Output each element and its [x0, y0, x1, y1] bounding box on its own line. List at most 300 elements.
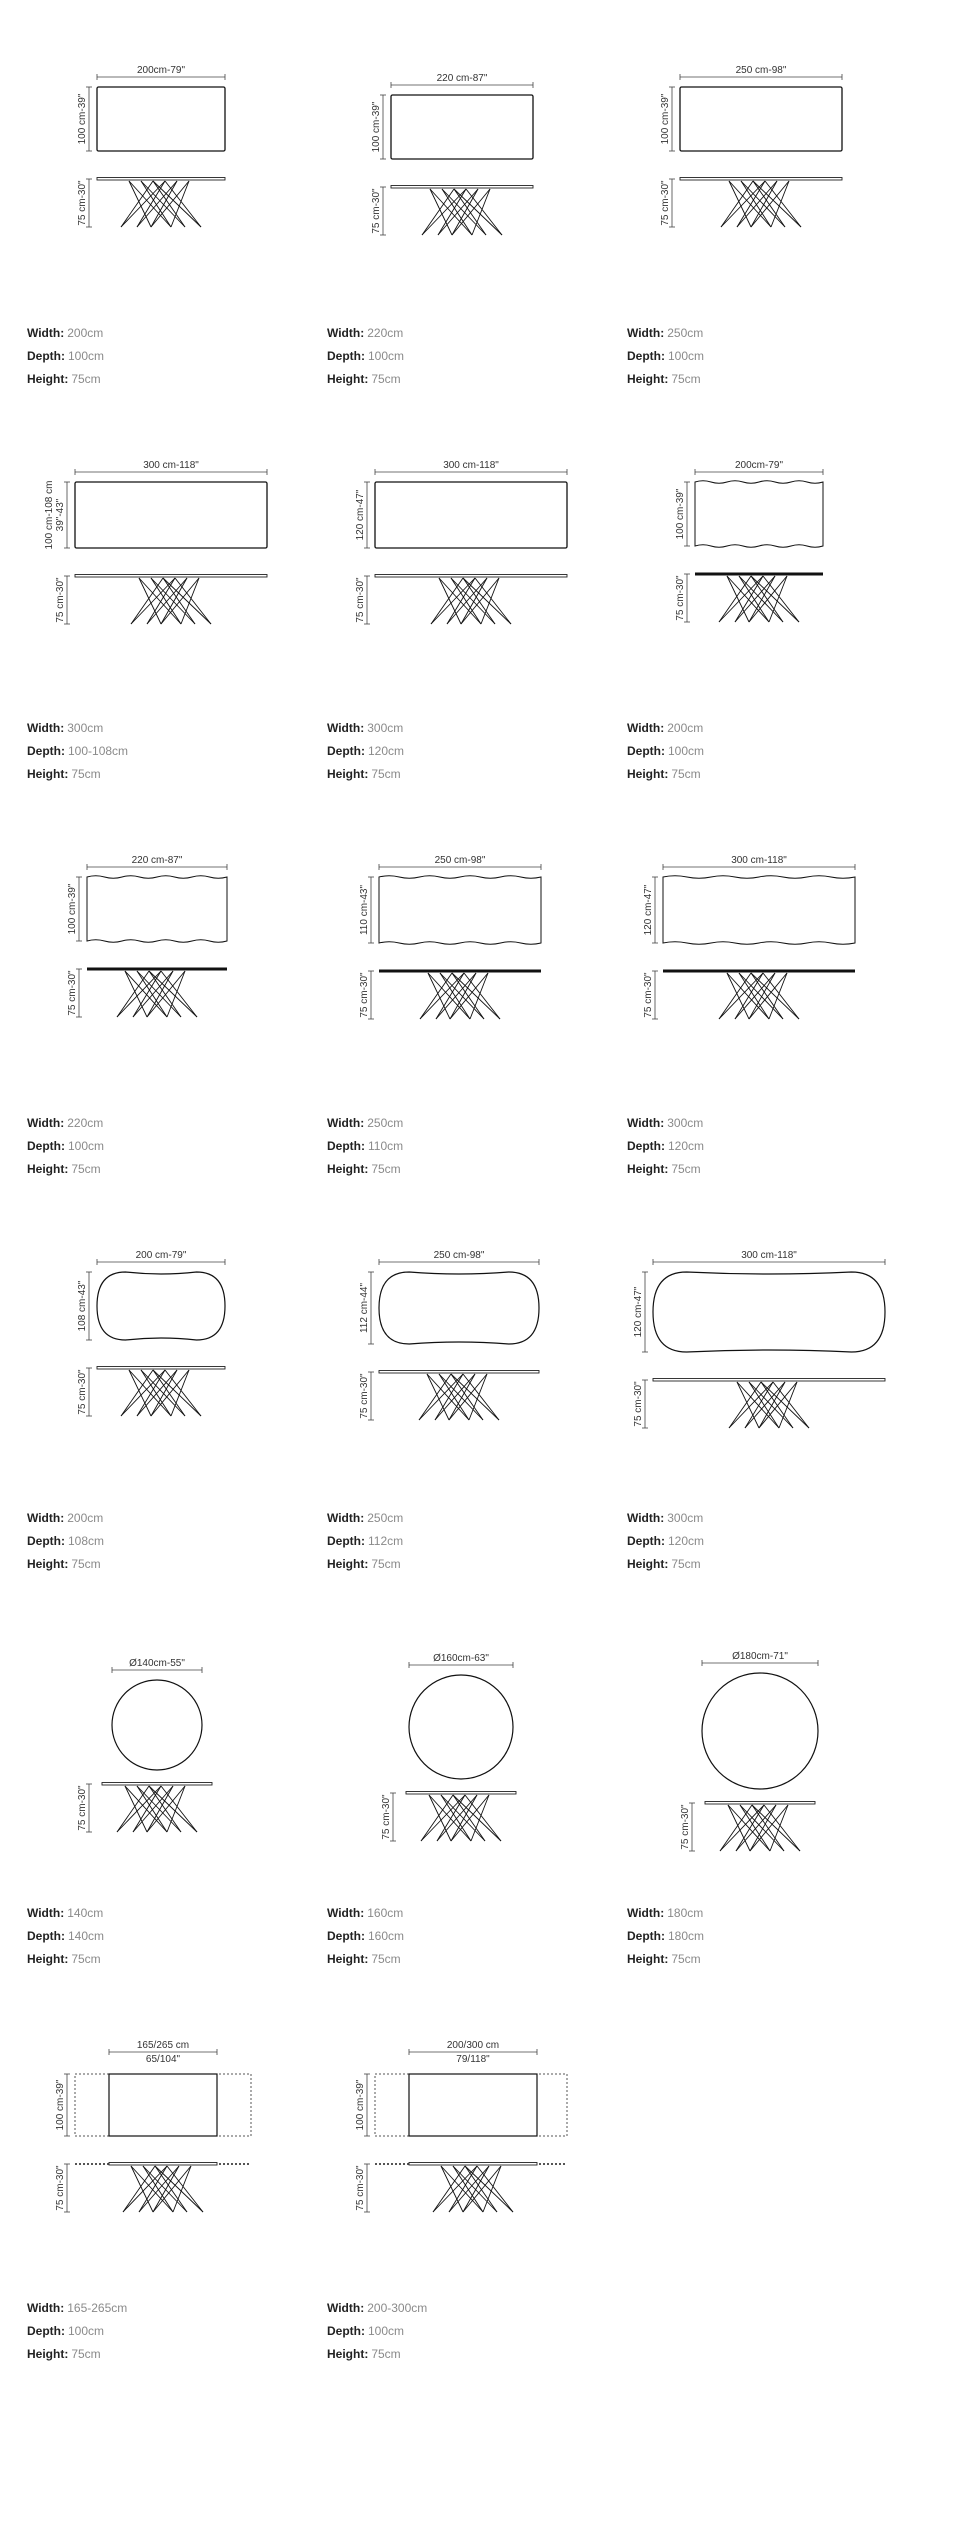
depth-dimension-label: 120 cm-47"	[633, 1286, 644, 1338]
spec-depth	[327, 345, 627, 368]
spec-width-value: 200cm	[67, 1511, 104, 1525]
table-base-side-view	[653, 1379, 885, 1429]
spec-width	[327, 1507, 627, 1530]
product-specs	[627, 1507, 927, 1576]
table-dimension-drawing	[627, 450, 927, 670]
spec-height	[627, 1948, 927, 1971]
spec-height	[327, 1948, 627, 1971]
spec-depth-value: 100cm	[668, 349, 705, 363]
spec-depth-value: 120cm	[368, 744, 405, 758]
spec-depth	[627, 1925, 927, 1948]
spec-height-label: Height:	[27, 1952, 69, 1966]
spec-height-label: Height:	[627, 1952, 669, 1966]
product-card-4	[27, 450, 327, 850]
product-specs	[327, 1507, 627, 1576]
width-dimension-label: 165/265 cm	[136, 2040, 190, 2051]
depth-dimension	[633, 1272, 648, 1352]
spec-depth	[327, 2320, 627, 2343]
wavy-edge-tabletop-plan	[379, 876, 541, 945]
spec-width	[627, 1507, 927, 1530]
product-card-11	[327, 1240, 627, 1640]
width-dimension	[663, 855, 855, 870]
spec-width	[27, 322, 327, 345]
spec-height-label: Height:	[627, 1557, 669, 1571]
depth-dimension	[355, 482, 370, 548]
table-base-side-view	[375, 575, 567, 625]
height-dimension	[675, 574, 690, 622]
height-dimension-label: 75 cm-30"	[77, 1785, 88, 1831]
height-dimension	[660, 179, 675, 227]
product-card-14	[327, 1635, 627, 2035]
spec-width-value: 220cm	[367, 326, 404, 340]
spec-width	[327, 717, 627, 740]
width-dimension-label: 250 cm-98"	[735, 65, 787, 76]
product-card-6	[627, 450, 927, 850]
product-card-16	[27, 2030, 327, 2430]
width-dimension-label: 300 cm-118"	[143, 460, 199, 471]
spec-height-label: Height:	[627, 372, 669, 386]
product-card-12	[627, 1240, 927, 1640]
spec-width-value: 250cm	[367, 1511, 404, 1525]
height-dimension	[77, 179, 92, 227]
spec-width-label: Width:	[327, 326, 365, 340]
width-dimension-label: 200cm-79"	[136, 65, 186, 76]
spec-width-label: Width:	[327, 2301, 365, 2315]
spec-width-label: Width:	[327, 721, 365, 735]
height-dimension	[67, 969, 82, 1017]
table-dimension-drawing	[27, 55, 327, 275]
product-card-3	[627, 55, 927, 455]
table-dimension-drawing	[27, 1635, 327, 1855]
width-dimension-label: 200 cm-79"	[135, 1250, 187, 1261]
product-specs	[327, 1112, 627, 1181]
spec-height-label: Height:	[327, 1162, 369, 1176]
spec-depth-label: Depth:	[327, 744, 365, 758]
product-specs	[627, 322, 927, 391]
width-dimension	[391, 73, 533, 88]
spec-width-value: 165-265cm	[67, 2301, 128, 2315]
spec-width	[627, 717, 927, 740]
height-dimension	[355, 2164, 370, 2212]
product-specs	[327, 717, 627, 786]
depth-dimension-label: 100 cm-39"	[371, 101, 382, 153]
table-base-side-view	[75, 575, 267, 625]
depth-dimension-label: 100 cm-39"	[355, 2079, 366, 2131]
spec-width-value: 250cm	[667, 326, 704, 340]
spec-depth-value: 120cm	[668, 1139, 705, 1153]
height-dimension-label: 75 cm-30"	[381, 1794, 392, 1840]
spec-depth-value: 100cm	[68, 2324, 105, 2338]
width-dimension	[75, 460, 267, 475]
spec-depth-value: 112cm	[368, 1534, 404, 1548]
height-dimension	[643, 971, 658, 1019]
depth-dimension	[77, 87, 92, 151]
table-dimension-drawing	[327, 1240, 627, 1460]
table-base-side-view	[75, 2163, 251, 2213]
width-dimension	[375, 460, 567, 475]
spec-height-label: Height:	[27, 2347, 69, 2361]
spec-height	[327, 368, 627, 391]
wavy-edge-tabletop-plan	[87, 876, 227, 943]
table-base-side-view	[663, 970, 855, 1020]
spec-height-value: 75cm	[71, 767, 101, 781]
spec-width-value: 300cm	[667, 1511, 704, 1525]
spec-width-value: 200cm	[667, 721, 704, 735]
width-dimension	[87, 855, 227, 870]
spec-depth-label: Depth:	[627, 349, 665, 363]
spec-height-value: 75cm	[371, 1162, 401, 1176]
spec-depth-label: Depth:	[327, 1139, 365, 1153]
height-dimension	[680, 1803, 695, 1851]
height-dimension	[55, 2164, 70, 2212]
spec-height	[27, 1948, 327, 1971]
product-specs	[27, 1902, 327, 1971]
height-dimension-label: 75 cm-30"	[77, 1369, 88, 1415]
spec-height-value: 75cm	[71, 1557, 101, 1571]
table-dimension-drawing	[27, 2030, 327, 2250]
depth-dimension	[77, 1272, 92, 1340]
spec-height	[327, 1158, 627, 1181]
height-dimension-label: 75 cm-30"	[643, 972, 654, 1018]
round-tabletop-plan	[702, 1673, 818, 1789]
table-base-side-view	[375, 2163, 567, 2213]
width-dimension	[379, 1250, 539, 1265]
spec-width	[327, 1902, 627, 1925]
depth-dimension-label: 100 cm-39"	[675, 488, 686, 540]
table-base-side-view	[97, 178, 225, 228]
spec-depth-value: 160cm	[368, 1929, 405, 1943]
depth-dimension-label: 100 cm-108 cm	[44, 480, 55, 550]
table-dimension-drawing	[327, 450, 627, 670]
height-dimension-label: 75 cm-30"	[55, 2165, 66, 2211]
depth-dimension	[355, 2074, 370, 2136]
tabletop-plan	[109, 2074, 217, 2136]
spec-height-value: 75cm	[371, 2347, 401, 2361]
spec-depth-label: Depth:	[27, 1929, 65, 1943]
height-dimension-label: 75 cm-30"	[355, 2165, 366, 2211]
spec-width	[627, 322, 927, 345]
product-card-5	[327, 450, 627, 850]
depth-dimension-label: 110 cm-43"	[359, 884, 370, 936]
spec-width	[627, 1902, 927, 1925]
width-dimension-label: Ø160cm-63"	[433, 1653, 489, 1664]
spec-height-value: 75cm	[671, 1557, 701, 1571]
spec-height	[27, 368, 327, 391]
depth-dimension	[359, 877, 374, 943]
height-dimension	[55, 576, 70, 624]
spec-height-value: 75cm	[71, 1162, 101, 1176]
spec-width	[327, 322, 627, 345]
spec-height-label: Height:	[627, 1162, 669, 1176]
table-base-side-view	[87, 968, 227, 1018]
spec-height-value: 75cm	[371, 767, 401, 781]
spec-width-value: 160cm	[367, 1906, 404, 1920]
table-dimension-drawing	[627, 845, 927, 1065]
depth-dimension	[643, 877, 658, 943]
width-dimension	[695, 460, 823, 475]
spec-depth	[327, 1530, 627, 1553]
spec-width-value: 300cm	[667, 1116, 704, 1130]
depth-dimension	[359, 1272, 374, 1344]
spec-width-label: Width:	[27, 2301, 65, 2315]
spec-height-label: Height:	[27, 1557, 69, 1571]
wavy-edge-tabletop-plan	[695, 481, 823, 548]
spec-depth-label: Depth:	[27, 1534, 65, 1548]
spec-width-label: Width:	[627, 721, 665, 735]
spec-height	[627, 763, 927, 786]
spec-height-value: 75cm	[671, 1952, 701, 1966]
table-base-side-view	[97, 1367, 225, 1417]
width-dimension-label: Ø180cm-71"	[732, 1651, 788, 1662]
width-dimension	[112, 1658, 202, 1673]
height-dimension	[371, 187, 386, 235]
product-specs	[27, 1112, 327, 1181]
spec-width	[327, 1112, 627, 1135]
tabletop-plan	[391, 95, 533, 159]
spec-width-label: Width:	[627, 1906, 665, 1920]
width-dimension-label: 220 cm-87"	[436, 73, 488, 84]
width-dimension-label: 220 cm-87"	[131, 855, 183, 866]
tabletop-plan	[75, 482, 267, 548]
height-dimension	[77, 1784, 92, 1832]
spec-depth	[27, 1925, 327, 1948]
spec-height	[27, 1553, 327, 1576]
depth-dimension-label: 100 cm-39"	[67, 883, 78, 935]
width-dimension	[97, 1250, 225, 1265]
spec-depth-label: Depth:	[627, 744, 665, 758]
spec-height	[627, 368, 927, 391]
table-dimension-drawing	[27, 845, 327, 1065]
spec-height	[627, 1158, 927, 1181]
width-dimension	[379, 855, 541, 870]
depth-dimension	[371, 95, 386, 159]
depth-dimension-label: 120 cm-47"	[355, 489, 366, 541]
table-base-side-view	[379, 970, 541, 1020]
spec-width-value: 250cm	[367, 1116, 404, 1130]
width-dimension-label: Ø140cm-55"	[129, 1658, 185, 1669]
spec-depth-value: 100-108cm	[68, 744, 129, 758]
spec-height	[627, 1553, 927, 1576]
spec-width-value: 140cm	[67, 1906, 104, 1920]
height-dimension-label: 75 cm-30"	[359, 1373, 370, 1419]
spec-height-value: 75cm	[671, 372, 701, 386]
table-base-side-view	[705, 1802, 815, 1852]
spec-width	[27, 717, 327, 740]
spec-height-value: 75cm	[371, 1557, 401, 1571]
spec-height	[327, 2343, 627, 2366]
spec-height	[27, 2343, 327, 2366]
spec-depth-value: 100cm	[368, 2324, 405, 2338]
spec-depth-label: Depth:	[327, 349, 365, 363]
table-dimension-drawing	[627, 1635, 927, 1855]
round-tabletop-plan	[112, 1680, 202, 1770]
spec-depth	[627, 740, 927, 763]
spec-height	[27, 763, 327, 786]
spec-depth-label: Depth:	[27, 1139, 65, 1153]
product-card-10	[27, 1240, 327, 1640]
spec-width-value: 300cm	[367, 721, 404, 735]
table-dimension-drawing	[627, 55, 927, 275]
width-dimension	[97, 65, 225, 80]
width-dimension-label-inch: 65/104"	[145, 2054, 181, 2065]
spec-depth	[627, 1530, 927, 1553]
oval-tabletop-plan	[97, 1272, 225, 1340]
depth-dimension	[44, 481, 70, 550]
table-base-side-view	[379, 1371, 539, 1421]
spec-depth-label: Depth:	[27, 744, 65, 758]
spec-depth	[327, 1925, 627, 1948]
height-dimension-label: 75 cm-30"	[660, 180, 671, 226]
spec-height	[327, 1553, 627, 1576]
spec-depth	[27, 345, 327, 368]
product-specs	[327, 322, 627, 391]
product-card-8	[327, 845, 627, 1245]
spec-depth-label: Depth:	[627, 1534, 665, 1548]
height-dimension	[77, 1368, 92, 1416]
width-dimension	[109, 2040, 217, 2065]
spec-depth-label: Depth:	[27, 2324, 65, 2338]
spec-height-value: 75cm	[71, 2347, 101, 2361]
spec-height-label: Height:	[327, 1952, 369, 1966]
wavy-edge-tabletop-plan	[663, 876, 855, 945]
spec-width-value: 200-300cm	[367, 2301, 428, 2315]
spec-width-value: 220cm	[67, 1116, 104, 1130]
product-specs	[327, 1902, 627, 1971]
depth-dimension-label: 120 cm-47"	[643, 884, 654, 936]
oval-tabletop-plan	[379, 1272, 539, 1344]
height-dimension	[633, 1380, 648, 1428]
spec-depth-label: Depth:	[627, 1929, 665, 1943]
product-card-2	[327, 55, 627, 455]
spec-width-label: Width:	[627, 326, 665, 340]
spec-width	[27, 1112, 327, 1135]
depth-dimension	[675, 482, 690, 546]
tabletop-plan	[375, 482, 567, 548]
spec-width-label: Width:	[327, 1906, 365, 1920]
spec-height-label: Height:	[327, 2347, 369, 2361]
depth-dimension-label: 112 cm-44"	[359, 1282, 370, 1334]
spec-width-value: 180cm	[667, 1906, 704, 1920]
table-dimension-drawing	[327, 1635, 627, 1855]
depth-dimension-label: 39"-43"	[55, 498, 66, 532]
oval-tabletop-plan	[653, 1272, 885, 1352]
spec-height-value: 75cm	[371, 372, 401, 386]
spec-depth	[627, 1135, 927, 1158]
height-dimension	[359, 971, 374, 1019]
spec-width-label: Width:	[27, 1906, 65, 1920]
round-tabletop-plan	[409, 1675, 513, 1779]
product-specs	[627, 717, 927, 786]
table-dimension-drawing	[327, 2030, 627, 2250]
table-dimension-drawing	[27, 1240, 327, 1460]
height-dimension	[355, 576, 370, 624]
height-dimension-label: 75 cm-30"	[77, 180, 88, 226]
spec-height-value: 75cm	[71, 1952, 101, 1966]
spec-height-label: Height:	[27, 1162, 69, 1176]
spec-width-label: Width:	[627, 1116, 665, 1130]
table-dimension-drawing	[27, 450, 327, 670]
tabletop-plan	[680, 87, 842, 151]
depth-dimension-label: 108 cm-43"	[77, 1280, 88, 1332]
depth-dimension-label: 100 cm-39"	[77, 93, 88, 145]
spec-depth	[27, 1135, 327, 1158]
product-specs	[27, 2297, 327, 2366]
table-base-side-view	[406, 1792, 516, 1842]
spec-depth-value: 180cm	[668, 1929, 705, 1943]
product-specs	[27, 1507, 327, 1576]
height-dimension-label: 75 cm-30"	[633, 1381, 644, 1427]
spec-width	[27, 2297, 327, 2320]
width-dimension	[409, 2040, 537, 2065]
spec-width-label: Width:	[327, 1511, 365, 1525]
spec-depth	[27, 2320, 327, 2343]
table-dimension-drawing	[327, 845, 627, 1065]
width-dimension-label: 200cm-79"	[734, 460, 784, 471]
height-dimension	[381, 1793, 396, 1841]
spec-width	[627, 1112, 927, 1135]
height-dimension-label: 75 cm-30"	[55, 577, 66, 623]
depth-dimension	[55, 2074, 70, 2136]
spec-height-label: Height:	[327, 372, 369, 386]
spec-depth-value: 110cm	[368, 1139, 404, 1153]
spec-depth-value: 108cm	[68, 1534, 105, 1548]
width-dimension-label: 200/300 cm	[446, 2040, 500, 2051]
width-dimension	[702, 1651, 818, 1666]
height-dimension-label: 75 cm-30"	[359, 972, 370, 1018]
width-dimension	[680, 65, 842, 80]
spec-height	[27, 1158, 327, 1181]
spec-depth	[27, 1530, 327, 1553]
spec-depth	[327, 1135, 627, 1158]
product-card-7	[27, 845, 327, 1245]
height-dimension-label: 75 cm-30"	[67, 970, 78, 1016]
width-dimension-label: 250 cm-98"	[433, 1250, 485, 1261]
depth-dimension-label: 100 cm-39"	[660, 93, 671, 145]
spec-width	[27, 1507, 327, 1530]
spec-height-label: Height:	[627, 767, 669, 781]
product-card-17	[327, 2030, 627, 2430]
height-dimension-label: 75 cm-30"	[680, 1804, 691, 1850]
spec-depth-value: 140cm	[68, 1929, 105, 1943]
spec-depth	[327, 740, 627, 763]
product-specs	[627, 1902, 927, 1971]
height-dimension	[359, 1372, 374, 1420]
extension-outline	[375, 2074, 567, 2136]
spec-depth-label: Depth:	[27, 349, 65, 363]
spec-width-label: Width:	[27, 721, 65, 735]
height-dimension-label: 75 cm-30"	[675, 575, 686, 621]
width-dimension-label: 300 cm-118"	[731, 855, 787, 866]
product-card-1	[27, 55, 327, 455]
spec-width-label: Width:	[327, 1116, 365, 1130]
spec-width	[327, 2297, 627, 2320]
table-base-side-view	[695, 573, 823, 623]
height-dimension-label: 75 cm-30"	[355, 577, 366, 623]
spec-depth-label: Depth:	[627, 1139, 665, 1153]
spec-width-label: Width:	[27, 1511, 65, 1525]
spec-height-label: Height:	[327, 767, 369, 781]
spec-height-value: 75cm	[671, 767, 701, 781]
product-card-9	[627, 845, 927, 1245]
product-card-15	[627, 1635, 927, 2035]
width-dimension-label: 300 cm-118"	[443, 460, 499, 471]
spec-width-label: Width:	[27, 326, 65, 340]
spec-width-label: Width:	[27, 1116, 65, 1130]
spec-depth-label: Depth:	[327, 2324, 365, 2338]
depth-dimension-label: 100 cm-39"	[55, 2079, 66, 2131]
extension-outline	[75, 2074, 251, 2136]
width-dimension	[409, 1653, 513, 1668]
